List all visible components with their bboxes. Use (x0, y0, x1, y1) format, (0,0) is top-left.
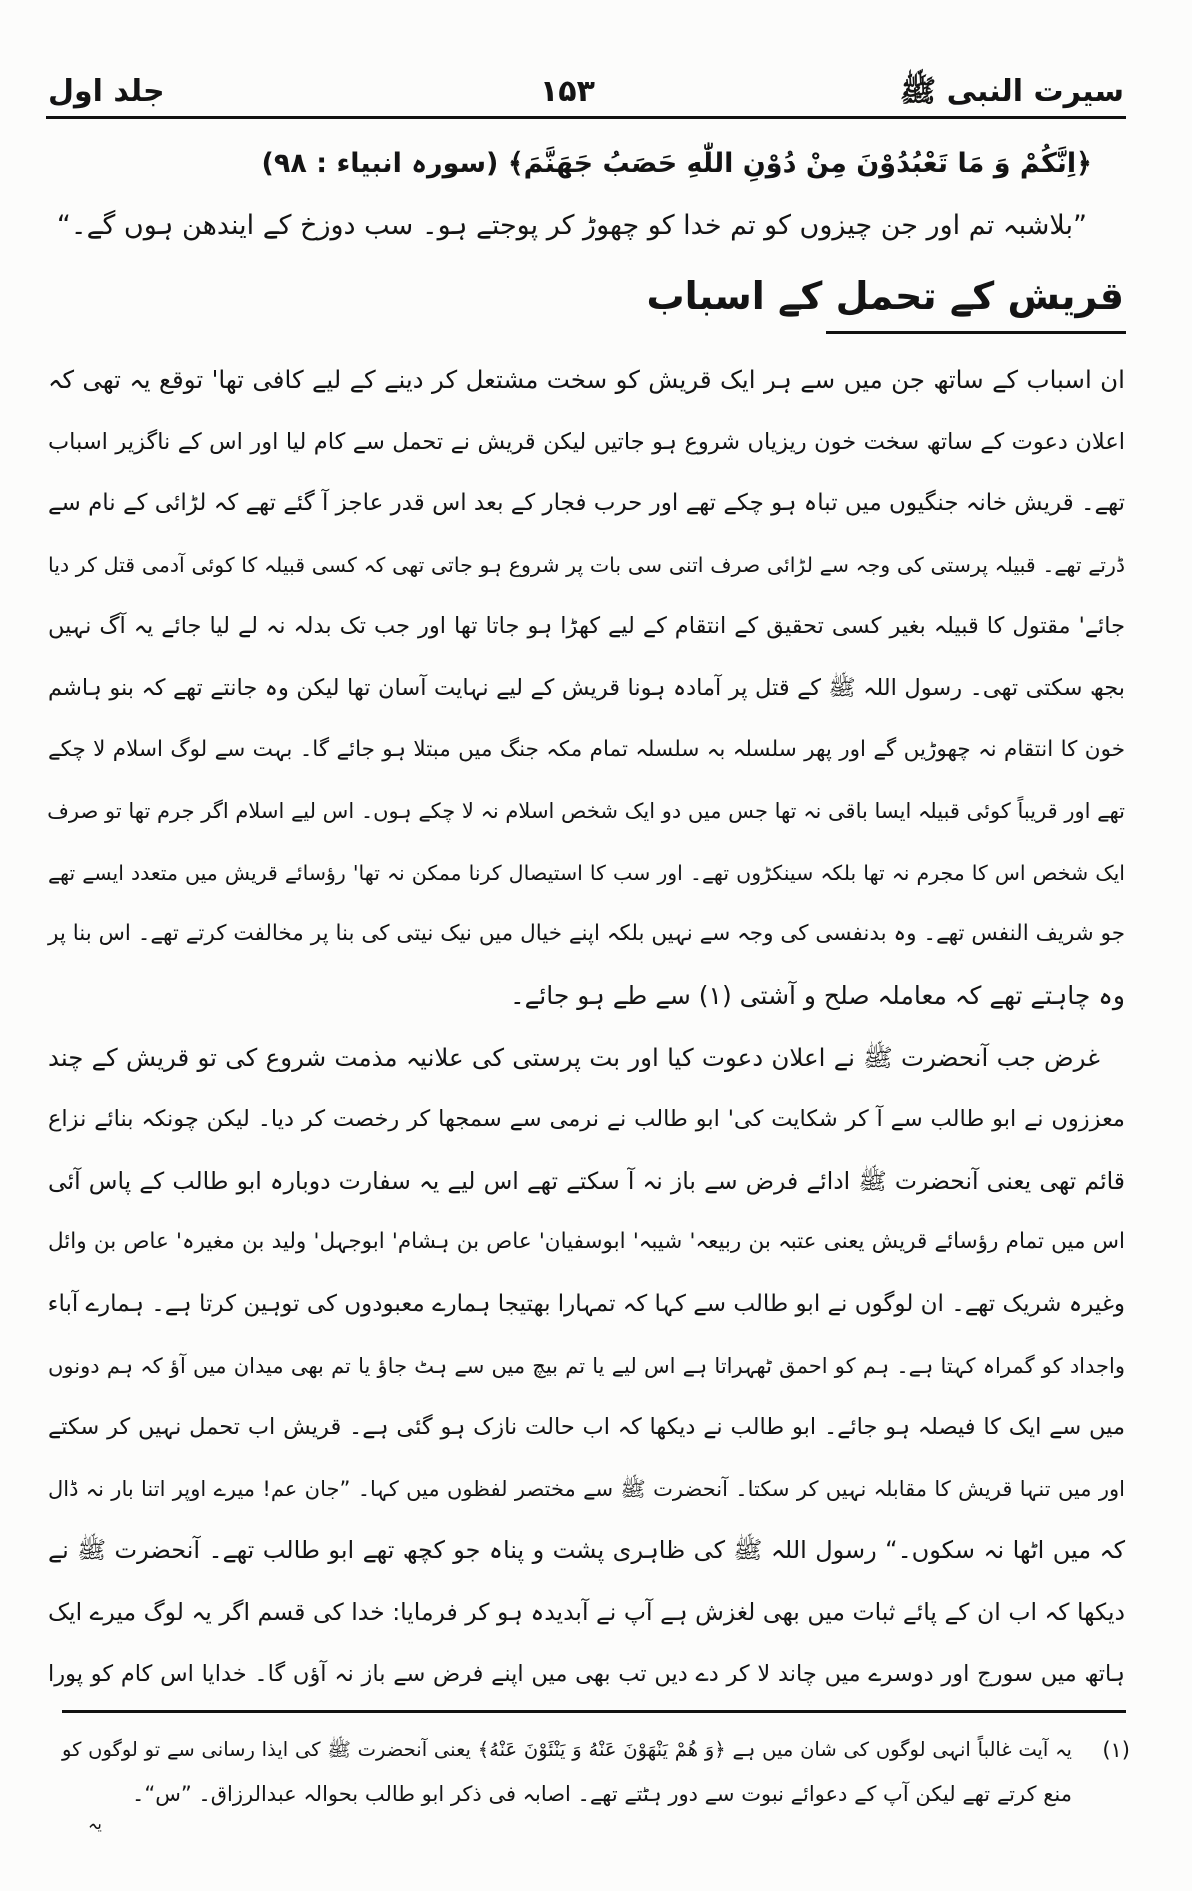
body-line: وغیرہ شریک تھے۔ ان لوگوں نے ابو طالب سے کہا کہ تمہارا بھتیجا ہمارے معبودوں کی توہین کرتا ہے۔ ہمارے آباء (47, 1291, 1125, 1317)
volume-label: جلد اول (48, 74, 165, 109)
body-line: اس میں تمام رؤسائے قریش یعنی عتبہ بن ربیعہ' شیبہ' ابوسفیان' عاص بن ہشام' ابوجہل' ولید بن مغیرہ' عاص بن وائل (48, 1229, 1125, 1255)
body-line: تھے اور قریباً کوئی قبیلہ ایسا باقی نہ تھا جس میں دو ایک شخص اسلام نہ لا چکے ہوں۔ اس لیے اسلام اگر جرم تھا تو صرف (47, 799, 1125, 824)
body-line: غرض جب آنحضرت ﷺ نے اعلان دعوت کیا اور بت پرستی کی علانیہ مذمت شروع کی تو قریش کے چند (48, 1042, 1100, 1072)
body-line: اعلان دعوت کے ساتھ سخت خون ریزیاں شروع ہو جاتیں لیکن قریش نے تحمل سے کام لیا اور اس کے ناگزیر اسباب (48, 428, 1125, 455)
verse-text: ﴿اِنَّكُمْ وَ مَا تَعْبُدُوْنَ مِنْ دُوْنِ اللّٰهِ حَصَبُ جَهَنَّمَ﴾ (507, 148, 1092, 179)
section-heading: قریش کے تحمل کے اسباب (646, 274, 1124, 318)
header-rule (46, 116, 1126, 119)
footnote-line: یہ آیت غالباً انہی لوگوں کی شان میں ہے ﴿وَ هُمْ يَنْهَوْنَ عَنْهُ وَ يَنْئَوْنَ عَنْهُ﴾ یعنی آنحضرت ﷺ کی ایذا رسانی سے تو لوگوں کو (62, 1738, 1072, 1761)
footnote-line: منع کرتے تھے لیکن آپ کے دعوائے نبوت سے دور ہٹتے تھے۔ اصابہ فی ذکر ابو طالب بحوالہ عبدالرزاق۔ ”س“۔ (132, 1782, 1072, 1806)
corner-mark: یہ (88, 1814, 102, 1833)
footnote-rule (62, 1710, 1126, 1713)
body-line: ڈرتے تھے۔ قبیلہ پرستی کی وجہ سے لڑائی صرف اتنی سی بات پر شروع ہو جاتی تھی کہ کسی قبیلہ کا کوئی آدمی قتل کر دیا (48, 552, 1125, 577)
body-line: کہ میں اٹھا نہ سکوں۔“ رسول اللہ ﷺ کی ظاہری پشت و پناہ جو کچھ تھے ابو طالب تھے۔ آنحضرت ﷺ نے (48, 1536, 1125, 1565)
body-line: تھے۔ قریش خانہ جنگیوں میں تباہ ہو چکے تھے اور حرب فجار کے بعد اس قدر عاجز آ گئے تھے کہ لڑائی کے نام سے (48, 490, 1125, 517)
heading-underline (826, 331, 1126, 334)
body-line: معززوں نے ابو طالب سے آ کر شکایت کی' ابو طالب نے نرمی سے سمجھا کر رخصت کر دیا۔ لیکن چونکہ بنائے نزاع (48, 1106, 1125, 1133)
body-line: قائم تھی یعنی آنحضرت ﷺ ادائے فرض سے باز نہ آ سکتے تھے اس لیے یہ سفارت دوبارہ ابو طالب کے پاس آئی (48, 1166, 1125, 1195)
page-number: ۱۵۳ (540, 74, 595, 109)
body-line: میں سے ایک کا فیصلہ ہو جائے۔ ابو طالب نے دیکھا کہ اب حالت نازک ہو گئی ہے۔ قریش اب تحمل نہیں کر سکتے (48, 1414, 1125, 1441)
body-line: جائے' مقتول کا قبیلہ بغیر کسی تحقیق کے انتقام کے لیے کھڑا ہو جاتا تھا اور جب تک بدلہ نہ لے لیا جائے یہ آگ نہیں (48, 613, 1125, 640)
body-line: ہاتھ میں سورج اور دوسرے میں چاند لا کر دے دیں تب بھی میں اپنے فرض سے باز نہ آؤں گا۔ خدایا اس کام کو پورا (48, 1660, 1125, 1687)
verse-reference: (سورہ انبیاء : ۹۸) (261, 148, 499, 179)
body-line: اور میں تنہا قریش کا مقابلہ نہیں کر سکتا۔ آنحضرت ﷺ سے مختصر لفظوں میں کہا۔ ”جان عم! میرے اوپر اتنا بار نہ ڈال (48, 1476, 1125, 1501)
body-line: وہ چاہتے تھے کہ معاملہ صلح و آشتی (۱) سے طے ہو جائے۔ (509, 981, 1125, 1010)
quran-verse (262, 142, 1092, 186)
body-line: ایک شخص اس کا مجرم نہ تھا بلکہ سینکڑوں تھے۔ اور سب کا استیصال کرنا ممکن نہ تھا' رؤسائے قریش میں متعدد ایسے تھے (48, 860, 1125, 885)
body-line: دیکھا کہ اب ان کے پائے ثبات میں بھی لغزش ہے آپ نے آبدیدہ ہو کر فرمایا: خدا کی قسم اگر یہ لوگ میرے ایک (48, 1598, 1125, 1626)
body-line: جو شریف النفس تھے۔ وہ بدنفسی کی وجہ سے نہیں بلکہ اپنے خیال میں نیک نیتی کی بنا پر مخالفت کرتے تھے۔ اس بنا پر (48, 921, 1125, 947)
body-line: بجھ سکتی تھی۔ رسول اللہ ﷺ کے قتل پر آمادہ ہونا قریش کے لیے نہایت آسان تھا لیکن وہ جانتے تھے کہ بنو ہاشم (48, 675, 1125, 701)
verse-translation: ”بلاشبہ تم اور جن چیزوں کو تم خدا کو چھوڑ کر پوجتے ہو۔ سب دوزخ کے ایندھن ہوں گے۔“ (56, 210, 1087, 241)
footnote-marker: (۱) (1102, 1738, 1130, 1762)
body-line: ان اسباب کے ساتھ جن میں سے ہر ایک قریش کو سخت مشتعل کر دینے کے لیے کافی تھا' توقع یہ تھی کہ (48, 365, 1125, 394)
book-title: سیرت النبی ﷺ (899, 74, 1124, 109)
body-line: واجداد کو گمراہ کہتا ہے۔ ہم کو احمق ٹھہراتا ہے اس لیے یا تم بیچ میں سے ہٹ جاؤ یا تم بھی میدان میں آؤ کہ ہم دونوں (48, 1353, 1125, 1378)
body-line: خون کا انتقام نہ چھوڑیں گے اور پھر سلسلہ بہ سلسلہ تمام مکہ جنگ میں مبتلا ہو جائے گا۔ بہت سے لوگ اسلام لا چکے (48, 736, 1125, 762)
